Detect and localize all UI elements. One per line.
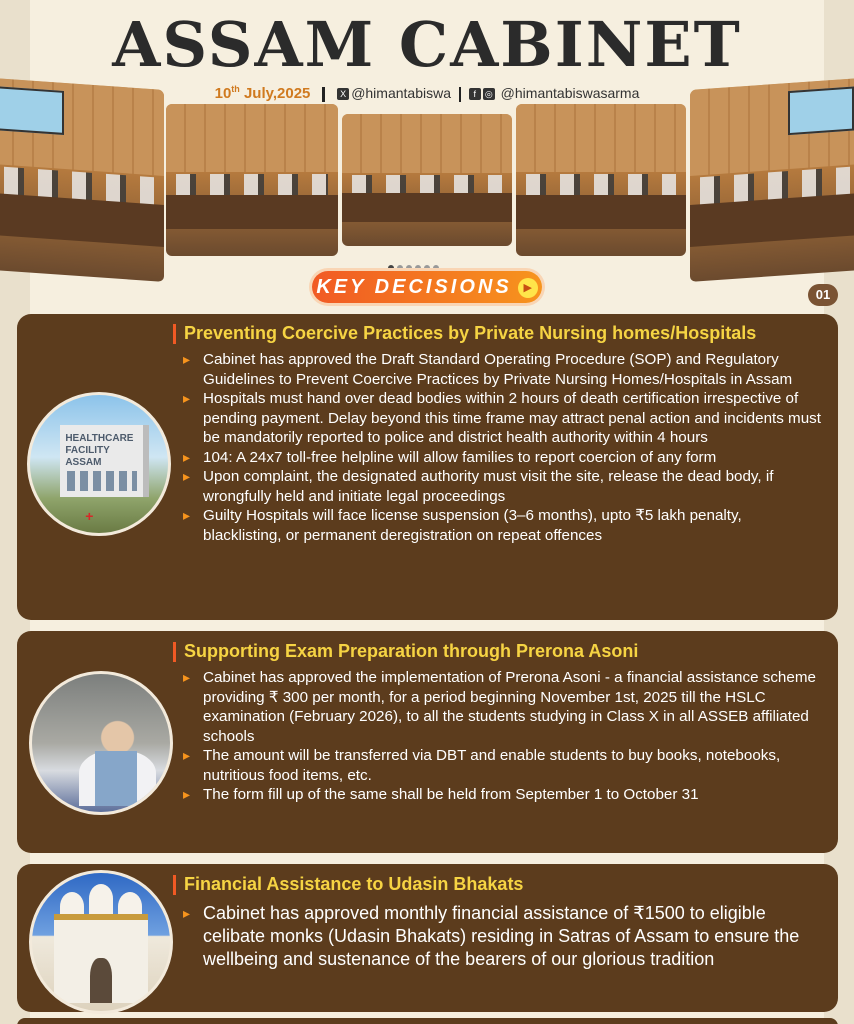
card-title: Supporting Exam Preparation through Prerona Asoni bbox=[173, 641, 638, 662]
red-cross-icon: + bbox=[85, 508, 94, 525]
twitter-handle[interactable]: @himantabiswa bbox=[351, 85, 451, 101]
list-item: ▸ Guilty Hospitals will face license suspension (3–6 months), upto ₹5 lakh penalty, blacklisting, or permanent deregistration on repeat offences bbox=[181, 506, 821, 545]
list-item: ▸ Cabinet has approved monthly financial assistance of ₹1500 to eligible celibate monks (Udasin Bhakats) residing in Satras of Assam to ensure the wellbeing and sustenance of the bearers of our glorious tradition bbox=[181, 902, 821, 971]
x-twitter-icon: X bbox=[337, 88, 349, 100]
hospital-building-image bbox=[27, 392, 171, 536]
bullet-list bbox=[181, 668, 821, 805]
satra-gateway-image bbox=[29, 870, 173, 1014]
cm-with-students-image bbox=[29, 671, 173, 815]
instagram-icon: ◎ bbox=[483, 88, 495, 100]
meeting-photo-carousel bbox=[0, 80, 854, 280]
list-item: ▸ 104: A 24x7 toll-free helpline will allow families to report coercion of any form bbox=[181, 448, 821, 468]
meeting-photo-4 bbox=[516, 104, 686, 256]
divider bbox=[322, 87, 325, 102]
bullet-list bbox=[181, 350, 821, 545]
meeting-photo-5 bbox=[690, 78, 854, 282]
list-item: ▸ Cabinet has approved the Draft Standard Operating Procedure (SOP) and Regulatory Guidelines to Prevent Coercive Practices by Private Nursing Homes/Hospitals in Assam bbox=[181, 350, 821, 389]
card-title: Preventing Coercive Practices by Private Nursing homes/Hospitals bbox=[173, 323, 756, 344]
key-decisions-banner bbox=[312, 271, 542, 303]
decision-card-udasin-bhakats bbox=[17, 864, 838, 1012]
list-item: ▸ Upon complaint, the designated authority must visit the site, release the dead body, if wrongfully held and initiate legal proceedings bbox=[181, 467, 821, 506]
decision-card-nursing-homes bbox=[17, 314, 838, 620]
list-item: ▸ Cabinet has approved the implementation of Prerona Asoni - a financial assistance scheme providing ₹ 300 per month, for a period beginning November 1st, 2025 till the HSLC examination (February 2026), to all the students studying in Class X in all ASSEB affiliated schools bbox=[181, 668, 821, 746]
divider bbox=[459, 87, 461, 102]
hospital-sign-text: HEALTHCARE FACILITY ASSAM bbox=[65, 432, 134, 468]
play-icon: ▶ bbox=[518, 278, 538, 298]
title-accent-bar bbox=[173, 324, 176, 344]
card-title: Financial Assistance to Udasin Bhakats bbox=[173, 874, 523, 895]
title-accent-bar bbox=[173, 642, 176, 662]
meeting-photo-3 bbox=[342, 114, 512, 246]
meeting-photo-2 bbox=[166, 104, 338, 256]
key-decisions-label: KEY DECISIONS bbox=[316, 276, 512, 298]
list-item: ▸ Hospitals must hand over dead bodies within 2 hours of death certification irrespective of pending payment. Delay beyond this time frame may attract penal action and incidents must be mandatorily reported to police and district health authority within 4 hours bbox=[181, 389, 821, 448]
next-card-edge bbox=[17, 1018, 838, 1024]
meeting-photo-1 bbox=[0, 78, 164, 282]
list-item: ▸ The amount will be transferred via DBT and enable students to buy books, notebooks, nutritious food items, etc. bbox=[181, 746, 821, 785]
page-number-badge: 01 bbox=[808, 284, 838, 306]
page-title: ASSAM CABINET bbox=[112, 8, 742, 81]
title-accent-bar bbox=[173, 875, 176, 895]
date-and-social-line bbox=[0, 84, 854, 102]
decision-card-prerona-asoni bbox=[17, 631, 838, 853]
bullet-list bbox=[181, 902, 821, 971]
meeting-date: 10th July,2025 bbox=[214, 84, 311, 102]
list-item: ▸ The form fill up of the same shall be held from September 1 to October 31 bbox=[181, 785, 821, 805]
social-handle[interactable]: @himantabiswasarma bbox=[500, 85, 640, 101]
facebook-icon: f bbox=[469, 88, 481, 100]
